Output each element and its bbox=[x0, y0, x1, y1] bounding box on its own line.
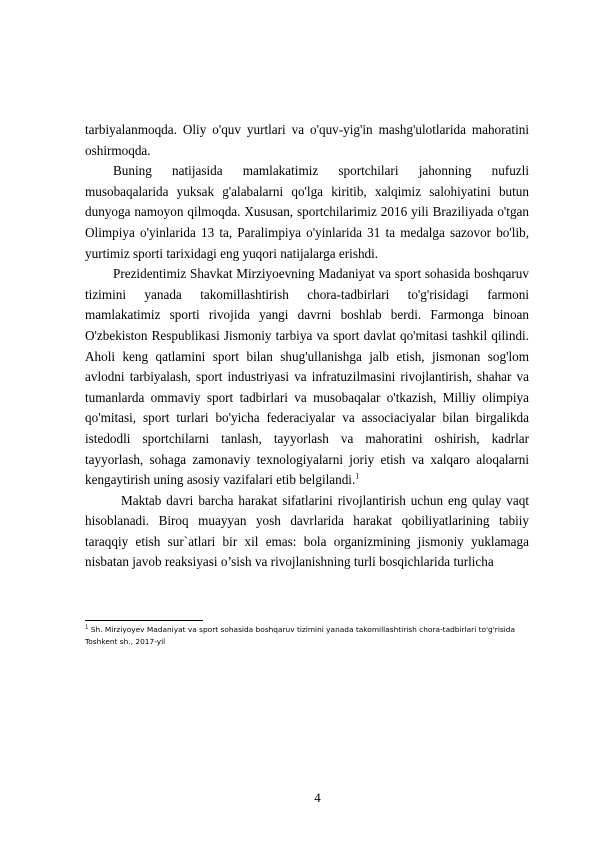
footnote bbox=[85, 624, 535, 649]
footnote-mark: 1 bbox=[85, 624, 89, 631]
paragraph-school-period bbox=[85, 491, 529, 573]
paragraph-text: tarbiyalanmoqda. Oliy o'quv yurtlari va o'quv-yig'in mashg'ulotlarida mahoratini oshirmoqda. bbox=[85, 122, 529, 158]
page-number: 4 bbox=[314, 790, 321, 805]
footnote-reference[interactable]: 1 bbox=[355, 471, 360, 481]
body-text bbox=[85, 120, 529, 573]
paragraph-continuation bbox=[85, 120, 529, 161]
paragraph-presidential-decree bbox=[85, 264, 529, 491]
footnote-divider bbox=[85, 620, 203, 621]
paragraph-text: Buning natijasida mamlakatimiz sportchilari jahonning nufuzli musobaqalarida yuksak g'alabalarni qo'lga kiritib, xalqimiz salohiyatini butun dunyoga namoyon qilmoqda. Xususan, sportchilarimiz 2016 yili Braziliyada o'tgan Olimpiya o'yinlarida 13 ta, Paralimpiya o'yinlarida 31 ta medalga sazovor bo'lib, yurtimiz sporti tarixidagi eng yuqori natijalarga erishdi. bbox=[85, 163, 529, 261]
paragraph-text: Prezidentimiz Shavkat Mirziyoevning Madaniyat va sport sohasida boshqaruv tizimini yanada takomillashtirish chora-tadbirlari to'g'risidagi farmoni mamlakatimiz sporti rivojida yangi davrni boshlab berdi. Farmonga binoan O'zbekiston Respublikasi Jismoniy tarbiya va sport davlat qo'mitasi tashkil qilindi. Aholi keng qatlamini sport bilan shug'ullanishga jalb etish, jismonan sog'lom avlodni tarbiyalash, sport industriyasi va infratuzilmasini rivojlantirish, shahar va tumanlarda ommaviy sport tadbirlari va musobaqalar o'tkazish, Milliy olimpiya qo'mitasi, sport turlari bo'yicha federaciyalar va associaciyalar bilan birgalikda istedodli sportchilarni tanlash, tayyorlash va mahoratini oshirish, kadrlar tayyorlash, sohaga zamonaviy texnologiyalarni joriy etish va xalqaro aloqalarni kengaytirish uning asosiy vazifalari etib belgilandi. bbox=[85, 266, 529, 488]
footnote-text: Sh. Mirziyoyev Madaniyat va sport sohasida boshqaruv tizimini yanada takomillashtirish chora-tadbirlari to'g'risida Toshkent sh., 2017-yil bbox=[85, 625, 516, 647]
paragraph-achievements bbox=[85, 161, 529, 264]
paragraph-text: Maktab davri barcha harakat sifatlarini rivojlantirish uchun eng qulay vaqt hisoblanadi. Biroq muayyan yosh davrlarida harakat qobiliyatlarining tabiiy taraqqiy etish sur`atlari bir xil emas: bola organizmining jismoniy yuklamaga nisbatan javob reaksiyasi o’sish va rivojlanishning turli bosqichlarida turlicha bbox=[85, 492, 529, 570]
